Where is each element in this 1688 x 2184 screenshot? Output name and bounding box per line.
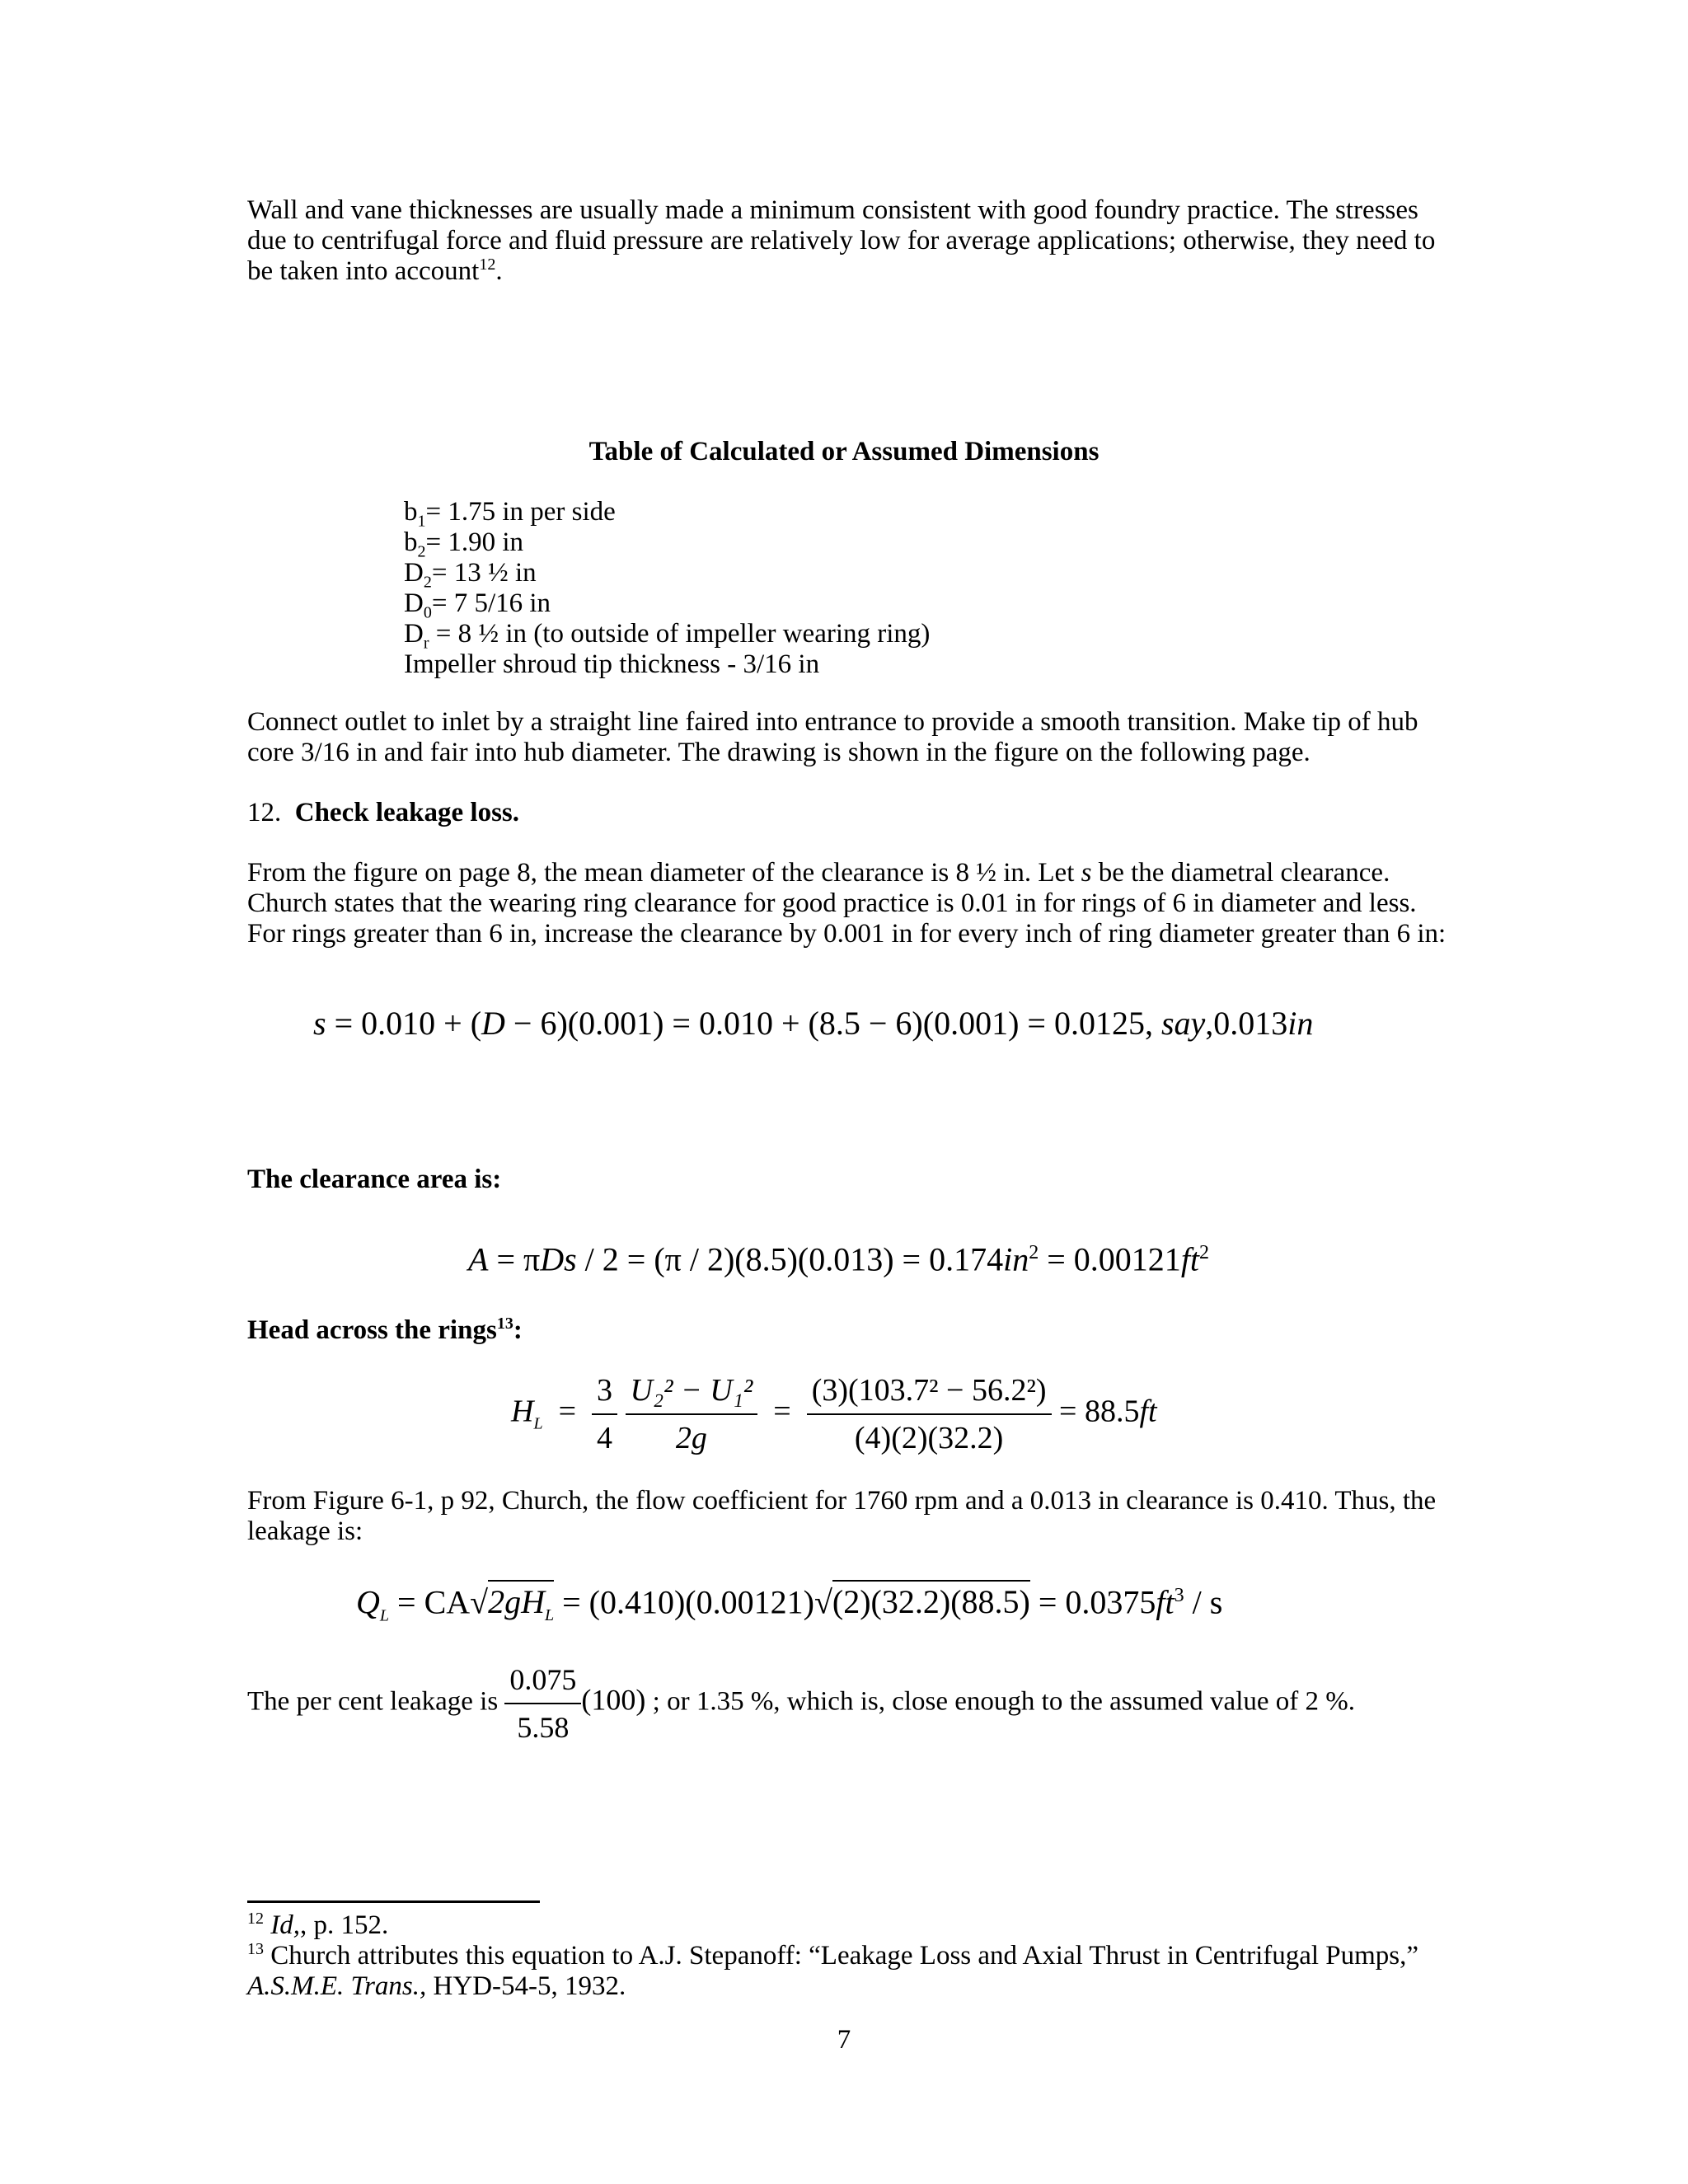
eq-part: 3 bbox=[1174, 1585, 1184, 1606]
dimension-subscript: 2 bbox=[417, 542, 426, 561]
dimension-symbol: b bbox=[404, 497, 418, 527]
denominator: 2g bbox=[675, 1421, 707, 1455]
eq-part: ft bbox=[1180, 1240, 1200, 1278]
dimension-value: = 1.90 in bbox=[425, 527, 524, 557]
eq-part: in bbox=[1287, 1005, 1314, 1042]
page-number: 7 bbox=[837, 2025, 851, 2055]
equation-area bbox=[468, 1233, 1209, 1279]
footnote-text: Church attributes this equation to A.J. Stepanoff: “Leakage Loss and Axial Thrust in Centrifugal Pumps,” bbox=[270, 1941, 1419, 1971]
denominator: 5.58 bbox=[517, 1711, 570, 1744]
numerator: 3 bbox=[592, 1371, 617, 1415]
paragraph-text: From the figure on page 8, the mean diameter of the clearance is 8 ½ in. Let bbox=[247, 858, 1075, 888]
eq-part: A bbox=[468, 1240, 489, 1278]
eq-part: say bbox=[1160, 1005, 1206, 1042]
dimension-value: = 1.75 in per side bbox=[425, 497, 616, 527]
variable: s bbox=[1081, 858, 1092, 888]
paragraph-text: Wall and vane thicknesses are usually made a minimum consistent with good foundry practice. The stresses due to centrifugal force and fluid pressure are relatively low for average applications; otherwise, they need to be taken into account bbox=[247, 195, 1436, 286]
step-title: Check leakage loss. bbox=[294, 798, 519, 827]
eq-part: H bbox=[511, 1394, 534, 1429]
dimension-symbol: b bbox=[404, 527, 418, 557]
dimension-subscript: 2 bbox=[423, 573, 432, 592]
table-title: Table of Calculated or Assumed Dimensions bbox=[588, 437, 1100, 466]
dimension-symbol: D bbox=[404, 558, 424, 588]
dimension-item bbox=[404, 497, 1311, 531]
footnote-ref-12[interactable]: 12 bbox=[479, 255, 496, 274]
dimension-item bbox=[404, 649, 1311, 680]
paragraph-connect-outlet: Connect outlet to inlet by a straight line faired into entrance to provide a smooth transition. Make tip of hub core 3/16 in and fair into hub diameter. The drawing is shown in the figure on the following page. bbox=[247, 707, 1418, 767]
footnote-ref-13[interactable]: 13 bbox=[496, 1315, 513, 1333]
eq-part: = 0.010 + ( bbox=[326, 1005, 482, 1042]
footnote-12 bbox=[247, 1910, 1451, 1941]
paragraph-clearance bbox=[247, 858, 1451, 949]
eq-part: s bbox=[313, 1005, 326, 1042]
dimension-item bbox=[404, 527, 1311, 561]
heading-text: Head across the rings bbox=[247, 1315, 497, 1345]
footnote-italic: Id, bbox=[270, 1910, 300, 1940]
dimension-item bbox=[404, 558, 1311, 592]
denominator: 4 bbox=[597, 1421, 613, 1455]
eq-part: = bbox=[765, 1394, 799, 1429]
eq-part: / s bbox=[1184, 1583, 1223, 1621]
fraction bbox=[626, 1371, 758, 1458]
fraction bbox=[592, 1371, 617, 1458]
eq-part: L bbox=[533, 1414, 543, 1433]
footnote-text: , p. 152. bbox=[300, 1910, 389, 1940]
footnote-separator bbox=[247, 1900, 540, 1903]
dimension-value: Impeller shroud tip thickness - 3/16 in bbox=[404, 649, 820, 679]
equation-leakage: $Q_L = CA√2gH_L = (0.410)(0.00121)√(2)(32.2)(88.5) = 0.0375ft^3 / s$ bbox=[356, 1576, 1222, 1622]
sqrt: (2)(32.2)(88.5) bbox=[832, 1580, 1030, 1620]
multiplier: (100) bbox=[581, 1683, 646, 1717]
paragraph-text: be the diametral clearance. Church states that the wearing ring clearance for good practice is 0.01 in for rings of 6 in diameter and less. For rings greater than 6 in, increase the clearance by 0.001 in for every inch of ring diameter greater than 6 in: bbox=[247, 858, 1447, 949]
eq-part: / 2 = (π / 2)(8.5)(0.013) = 0.174 bbox=[576, 1240, 1004, 1278]
eq-part: = 0.0375 bbox=[1029, 1583, 1156, 1621]
paragraph-text: ; or 1.35 %, which is, close enough to the assumed value of 2 %. bbox=[652, 1686, 1355, 1717]
equation-head bbox=[511, 1371, 1157, 1458]
eq-part: − 6)(0.001) = 0.010 + (8.5 − 6)(0.001) = 0.0125, bbox=[504, 1005, 1161, 1042]
denominator: (4)(2)(32.2) bbox=[854, 1421, 1004, 1455]
eq-part: = (0.410)(0.00121) bbox=[554, 1583, 814, 1621]
dimension-subscript: r bbox=[423, 634, 429, 653]
numerator: (3)(103.7² − 56.2²) bbox=[807, 1371, 1052, 1415]
eq-part: 2gH bbox=[488, 1583, 545, 1621]
step-number: 12. bbox=[247, 798, 282, 827]
eq-part: D bbox=[481, 1005, 505, 1042]
dimension-item bbox=[404, 588, 1311, 622]
step-heading bbox=[247, 798, 1451, 828]
eq-part: 2 bbox=[1029, 1242, 1039, 1263]
eq-part: in bbox=[1003, 1240, 1029, 1278]
numerator: 0.075 bbox=[504, 1660, 581, 1704]
paragraph-text: The per cent leakage is bbox=[247, 1686, 499, 1717]
eq-part: = 88.5 bbox=[1059, 1394, 1140, 1429]
clearance-area-heading: The clearance area is: bbox=[247, 1165, 502, 1194]
eq-part: = π bbox=[488, 1240, 541, 1278]
paragraph-wall-thickness bbox=[247, 195, 1451, 287]
paragraph-flow-coefficient: From Figure 6-1, p 92, Church, the flow coefficient for 1760 rpm and a 0.013 in clearance is 0.410. Thus, the leakage is: bbox=[247, 1486, 1437, 1546]
eq-part: ,0.013 bbox=[1205, 1005, 1288, 1042]
punctuation: . bbox=[495, 256, 503, 286]
eq-part: Ds bbox=[540, 1240, 577, 1278]
dimensions-list bbox=[404, 497, 1311, 680]
dimension-symbol: D bbox=[404, 588, 424, 618]
footnote-13 bbox=[247, 1941, 1451, 2002]
footnote-mark: 12 bbox=[247, 1910, 264, 1928]
eq-part: = CA bbox=[389, 1583, 471, 1621]
dimension-value: = 7 5/16 in bbox=[431, 588, 551, 618]
footnote-text: HYD-54-5, 1932. bbox=[433, 1971, 626, 2001]
fraction bbox=[807, 1371, 1052, 1458]
fraction bbox=[504, 1660, 581, 1747]
footnote-italic: A.S.M.E. Trans., bbox=[247, 1971, 427, 2001]
percent-leakage-line bbox=[247, 1660, 1451, 1747]
dimension-value: = 13 ½ in bbox=[431, 558, 537, 588]
dimension-subscript: 0 bbox=[423, 603, 432, 622]
eq-part: = bbox=[551, 1394, 584, 1429]
dimension-subscript: 1 bbox=[417, 512, 426, 531]
eq-part: ft bbox=[1156, 1583, 1175, 1621]
punctuation: : bbox=[513, 1315, 523, 1345]
numerator: U₂² − U₁² bbox=[626, 1371, 758, 1415]
eq-part: ft bbox=[1139, 1394, 1157, 1429]
equation-clearance bbox=[313, 1004, 1313, 1043]
footnote-mark: 13 bbox=[247, 1940, 264, 1958]
sqrt bbox=[488, 1580, 555, 1625]
eq-part: L bbox=[544, 1606, 555, 1625]
eq-part: = 0.00121 bbox=[1039, 1240, 1181, 1278]
eq-part: 2 bbox=[1199, 1242, 1210, 1263]
head-heading bbox=[247, 1315, 1451, 1346]
dimension-symbol: D bbox=[404, 619, 424, 649]
eq-part: L bbox=[379, 1606, 390, 1625]
dimension-value: = 8 ½ in (to outside of impeller wearing ring) bbox=[429, 619, 931, 649]
eq-part: Q bbox=[356, 1583, 380, 1621]
dimension-item bbox=[404, 619, 1311, 653]
